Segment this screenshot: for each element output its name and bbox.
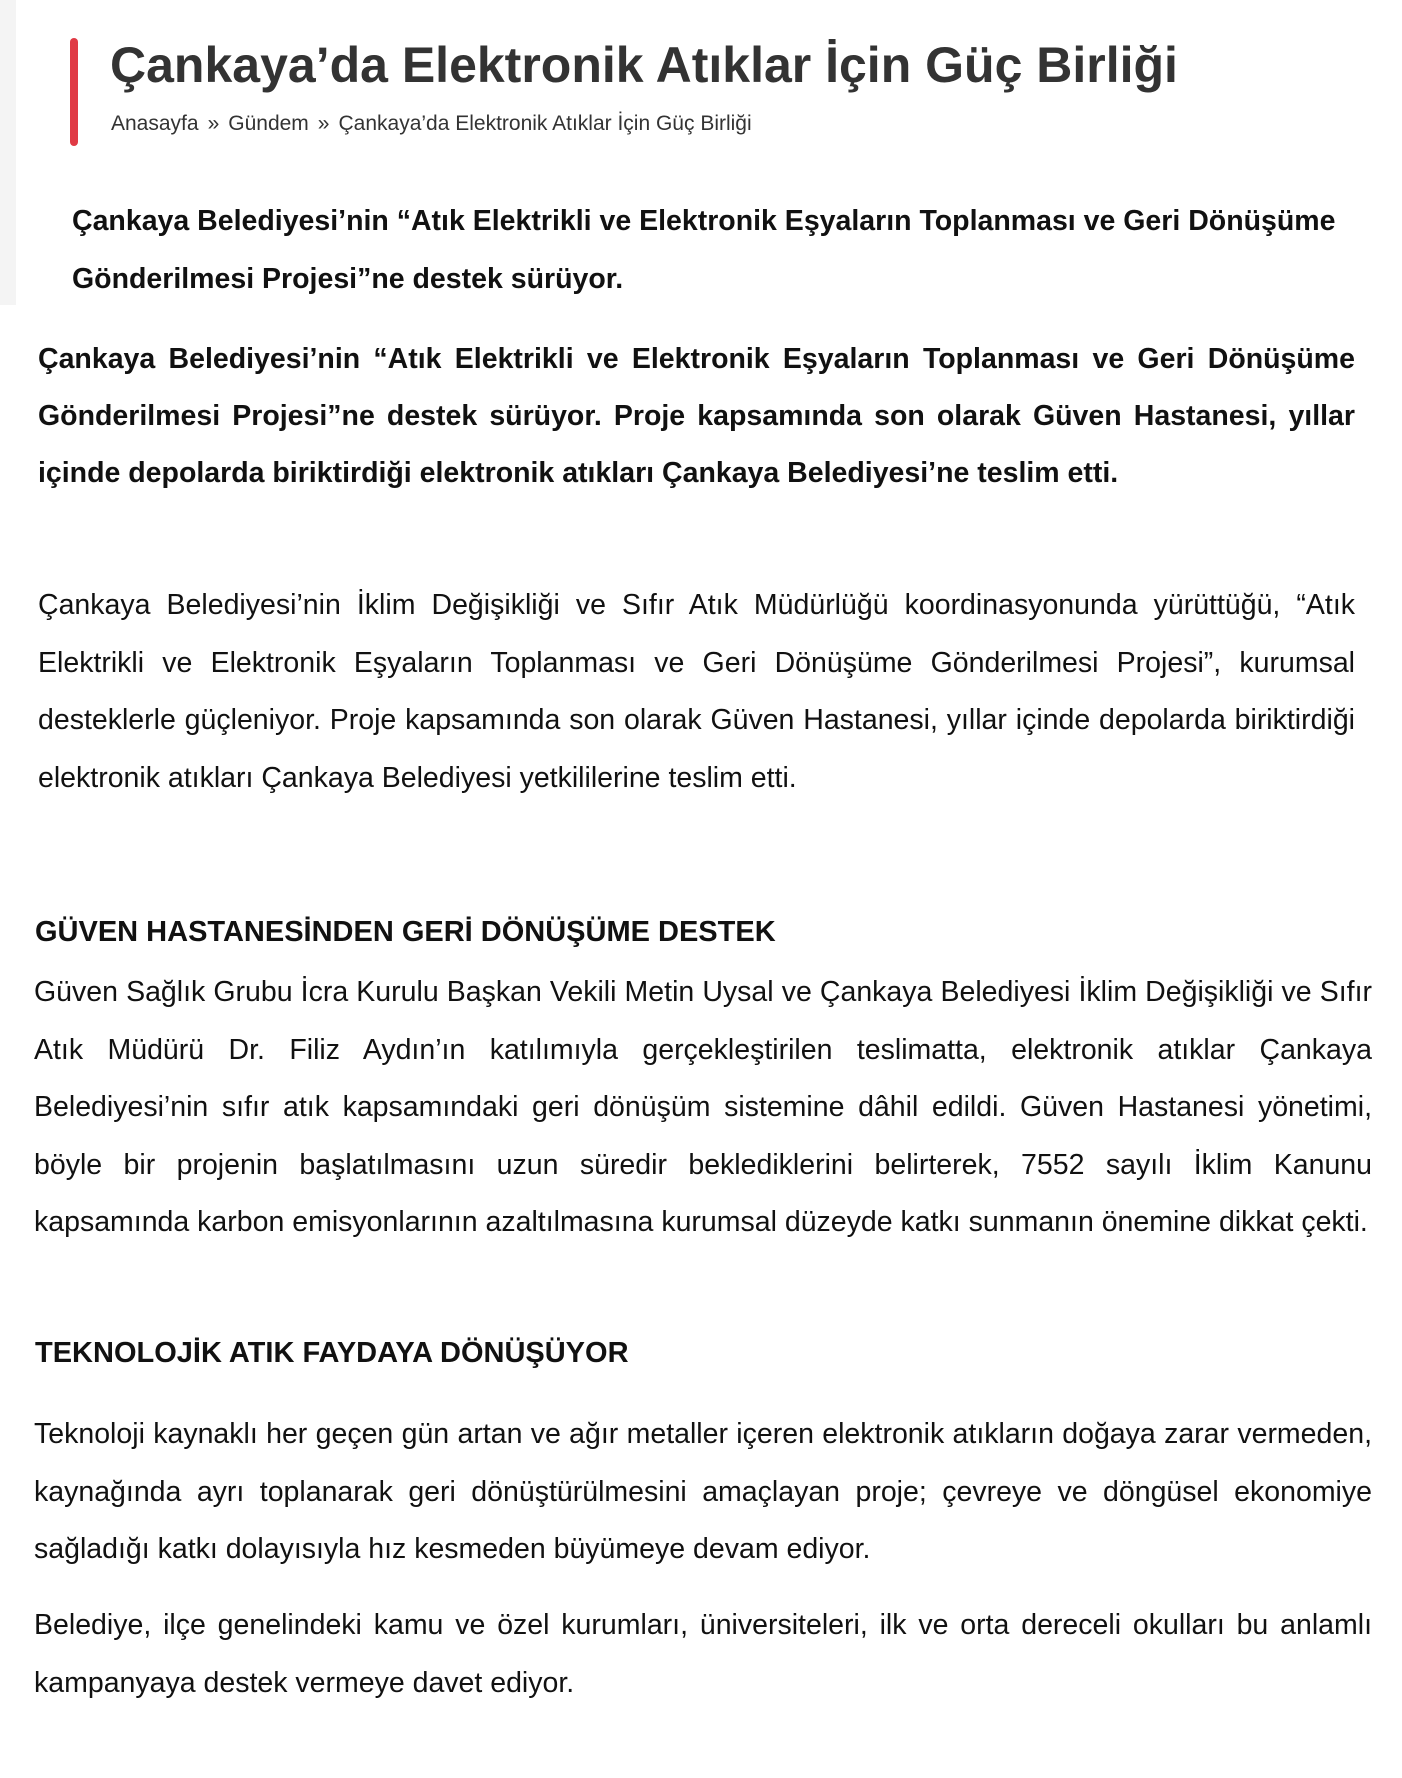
page-title: Çankaya’da Elektronik Atıklar İçin Güç Birliği — [110, 37, 1178, 93]
section-heading: GÜVEN HASTANESİNDEN GERİ DÖNÜŞÜME DESTEK — [35, 916, 776, 948]
article-paragraph: Teknoloji kaynaklı her geçen gün artan ve ağır metaller içeren elektronik atıkların doğaya zarar vermeden, kaynağında ayrı toplanarak geri dönüştürülmesini amaçlayan proje; çevreye ve döngüsel ekonomiye sağladığı katkı dolayısıyla hız kesmeden büyümeye devam ediyor. — [34, 1418, 1372, 1565]
breadcrumb-current: Çankaya’da Elektronik Atıklar İçin Güç Birliği — [338, 112, 752, 135]
breadcrumb-section-link[interactable]: Gündem — [228, 112, 309, 135]
article-paragraph: Belediye, ilçe genelindeki kamu ve özel kurumları, üniversiteleri, ilk ve orta dereceli okulları bu anlamlı kampanyaya destek vermeye davet ediyor. — [34, 1609, 1372, 1699]
article-lead: Çankaya Belediyesi’nin “Atık Elektrikli ve Elektronik Eşyaların Toplanması ve Geri Dönüşüme Gönderilmesi Projesi”ne destek sürüyor. — [72, 205, 1336, 295]
article-paragraph: Çankaya Belediyesi’nin İklim Değişikliği ve Sıfır Atık Müdürlüğü koordinasyonunda yürüttüğü, “Atık Elektrikli ve Elektronik Eşyaların Toplanması ve Geri Dönüşüme Gönderilmesi Projesi”, kurumsal desteklerle güçleniyor. Proje kapsamında son olarak Güven Hastanesi, yıllar içinde depolarda biriktirdiği elektronik atıkları Çankaya Belediyesi yetkililerine teslim etti. — [38, 589, 1355, 794]
breadcrumb-home-link[interactable]: Anasayfa — [111, 112, 199, 135]
article-header — [0, 0, 1380, 305]
breadcrumb-separator: » — [207, 112, 220, 135]
title-accent-bar — [70, 38, 78, 146]
article-intro-bold: Çankaya Belediyesi’nin “Atık Elektrikli ve Elektronik Eşyaların Toplanması ve Geri Dönüşüme Gönderilmesi Projesi”ne destek sürüyor. Proje kapsamında son olarak Güven Hastanesi, yıllar içinde depolarda biriktirdiği elektronik atıkları Çankaya Belediyesi’ne teslim etti. — [38, 343, 1355, 489]
breadcrumb — [111, 112, 752, 136]
article-paragraph: Güven Sağlık Grubu İcra Kurulu Başkan Vekili Metin Uysal ve Çankaya Belediyesi İklim Değişikliği ve Sıfır Atık Müdürü Dr. Filiz Aydın’ın katılımıyla gerçekleştirilen teslimatta, elektronik atıklar Çankaya Belediyesi’nin sıfır atık kapsamındaki geri dönüşüm sistemine dâhil edildi. Güven Hastanesi yönetimi, böyle bir projenin başlatılmasını uzun süredir beklediklerini belirterek, 7552 sayılı İklim Kanunu kapsamında karbon emisyonlarının azaltılmasına kurumsal düzeyde katkı sunmanın önemine dikkat çekti. — [34, 976, 1372, 1238]
breadcrumb-separator: » — [317, 112, 330, 135]
section-heading: TEKNOLOJİK ATIK FAYDAYA DÖNÜŞÜYOR — [35, 1337, 629, 1369]
